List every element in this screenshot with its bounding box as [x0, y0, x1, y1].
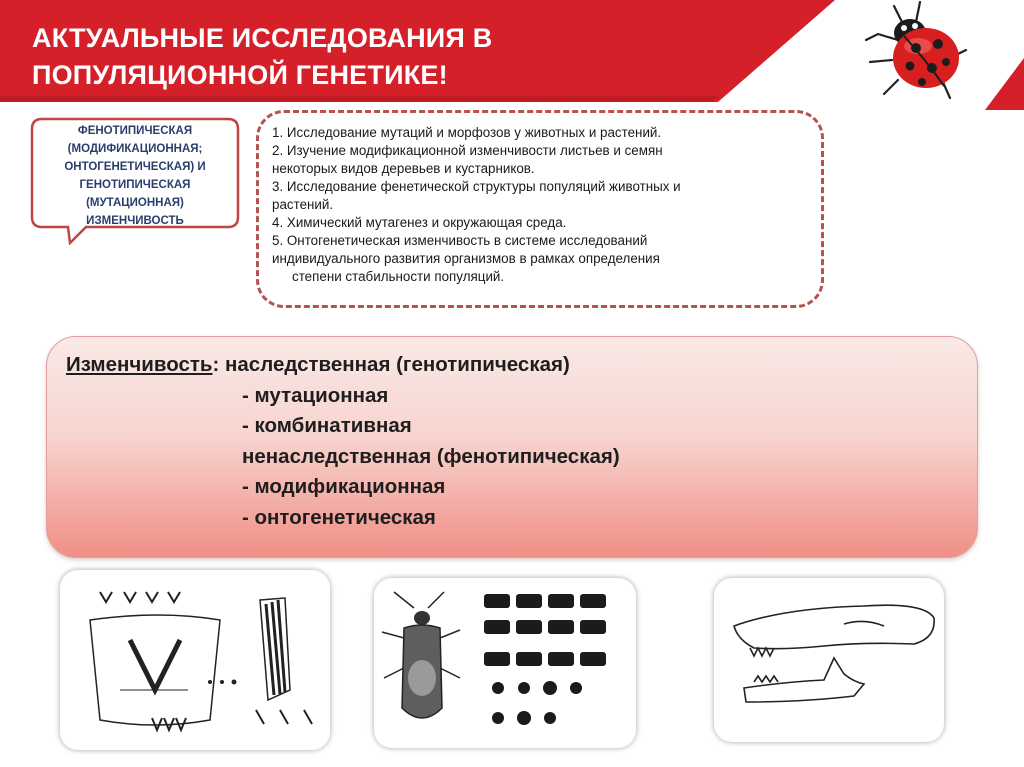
- bug-pattern-image: [374, 578, 636, 748]
- list-item: некоторых видов деревьев и кустарников.: [272, 161, 535, 176]
- list-item: 5. Онтогенетическая изменчивость в системе исследований: [272, 233, 648, 248]
- hereditary-label: наследственная (генотипическая): [219, 353, 570, 376]
- ontogenetic-label: - онтогенетическая: [242, 505, 436, 529]
- bug-pattern-diagram-icon: [374, 578, 636, 748]
- wing-pattern-diagram-icon: [60, 570, 330, 750]
- research-list: [272, 124, 812, 286]
- list-item: 1. Исследование мутаций и морфозов у животных и растений.: [272, 125, 662, 140]
- callout-text: ФЕНОТИПИЧЕСКАЯ (МОДИФИКАЦИОННАЯ; ОНТОГЕНЕТИЧЕСКАЯ) И ГЕНОТИПИЧЕСКАЯ (МУТАЦИОННАЯ) ИЗМЕНЧИВОСТЬ: [64, 125, 206, 227]
- nonhereditary-label: ненаследственная (фенотипическая): [242, 444, 620, 468]
- variability-text: Изменчивость: наследственная (генотипическая) - мутационная - комбинативная ненаследственная (фенотипическая) - модификационная - онтогенетическая: [66, 350, 620, 533]
- page-title: АКТУАЛЬНЫЕ ИССЛЕДОВАНИЯ В ПОПУЛЯЦИОННОЙ ГЕНЕТИКЕ!: [32, 23, 493, 90]
- variability-term: Изменчивость: [66, 353, 213, 376]
- mutational-label: - мутационная: [242, 383, 389, 407]
- list-item: 2. Изучение модификационной изменчивости листьев и семян: [272, 143, 663, 158]
- list-item: степени стабильности популяций.: [292, 269, 505, 284]
- list-item: 3. Исследование фенетической структуры популяций животных и: [272, 179, 681, 194]
- list-item: растений.: [272, 197, 334, 212]
- list-item: 4. Химический мутагенез и окружающая среда.: [272, 215, 567, 230]
- ladybug-icon: [858, 0, 970, 108]
- modification-label: - модификационная: [242, 475, 446, 498]
- combinative-label: - комбинативная: [242, 414, 412, 437]
- wing-pattern-image: [60, 570, 330, 750]
- skull-jaw-image: [714, 578, 944, 742]
- list-item: индивидуального развития организмов в рамках определения: [272, 251, 660, 266]
- skull-jaw-drawing-icon: [714, 578, 944, 742]
